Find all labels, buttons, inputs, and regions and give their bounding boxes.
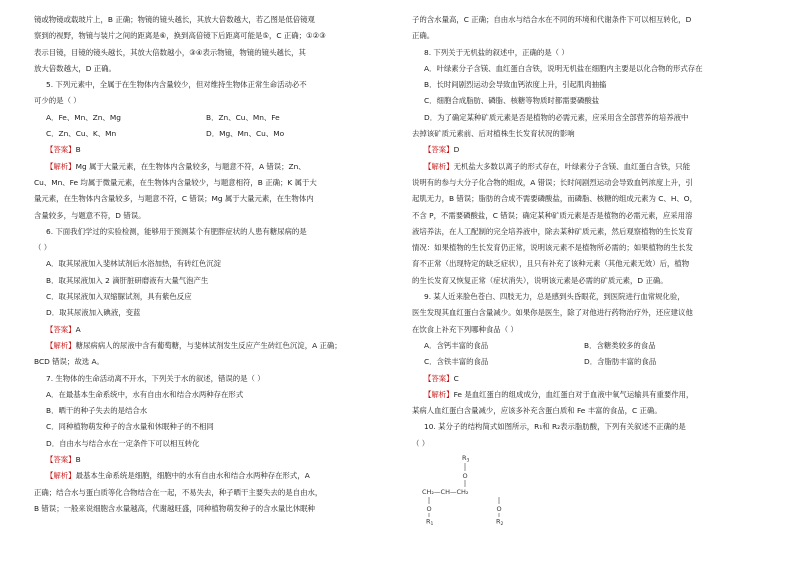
- explanation-line: 正确；结合水与蛋白质等化合物结合在一起，不易失去，种子晒干主要失去的是自由水，: [34, 487, 323, 497]
- explanation-line: 不含 P，不需要磷酸盐，C 错误；确定某种矿质元素是否是植物的必需元素，应采用溶: [412, 210, 693, 220]
- explanation-line: 起肌无力，B 错误；脂肪的合成不需要磷酸盐，而磷脂、核糖的组成元素为 C、H、O，: [412, 194, 697, 204]
- text-line: 正确。: [412, 31, 435, 41]
- option-d-cont: 去掉该矿质元素前、后对植株生长发育状况的影响: [412, 129, 575, 139]
- answer-value: B: [75, 455, 81, 465]
- question-5-stem-cont: 可少的是（ ）: [34, 96, 81, 106]
- question-9-options-row1: [412, 338, 760, 354]
- option-a: A．在最基本生命系统中，水有自由水和结合水两种存在形式: [46, 389, 244, 399]
- explanation-line: B 错误；一般来说细胞含水量越高，代谢越旺盛，同种植物萌发种子的含水量比休眠种: [34, 503, 315, 513]
- answer-value: D: [453, 145, 460, 155]
- question-9-stem: 9. 某人近来脸色苍白、四肢无力，总是感到头昏眼花，到医院进行血常规化验，: [424, 292, 685, 302]
- option-b: B．取其尿液加入 2 滴肝脏研磨液有大量气泡产生: [46, 275, 209, 285]
- text-line: 察到的视野，物镜与装片之间的距离是⑥，换到高倍镜下后距离可能是⑤，C 正确；①②③: [34, 31, 326, 41]
- option-a: A．取其尿液加入斐林试剂后水浴加热，有砖红色沉淀: [46, 259, 222, 269]
- option-d: D．Mg、Mn、Cu、Mo: [206, 129, 285, 139]
- option-c: C．Zn、Cu、K、Mn: [46, 129, 117, 139]
- option-c: C．细胞合成脂肪、磷脂、核糖等物质时都需要磷酸盐: [424, 96, 600, 106]
- option-d: D．含脂肪丰富的食品: [584, 357, 657, 367]
- explanation-line: 液培养法，在人工配制的完全培养液中，除去某种矿质元素，然后观察植物的生长发育: [412, 226, 693, 236]
- question-9-explanation: [412, 387, 760, 403]
- glycerol-chain: CH₂—CH—CH₂: [422, 488, 469, 496]
- explanation-line: 情况：如果植物的生长发育仍正常，说明该元素不是植物所必需的；如果植物的生长发: [412, 243, 693, 253]
- explanation-line: 的生长发育又恢复正常（症状消失），说明该元素是必需的矿质元素，D 正确。: [412, 275, 668, 285]
- text-line: 表示目镜，目镜的镜头越长，其放大倍数越小，③④表示物镜，物镜的镜头越长，其: [34, 47, 306, 57]
- option-b: B．含糖类较多的食品: [584, 340, 656, 350]
- explanation-tag: 【解析】: [46, 471, 76, 481]
- oxygen-label: O: [496, 505, 502, 513]
- r3-label: $R_3$: [462, 454, 470, 464]
- question-7-stem: 7. 生物体的生命活动离不开水，下列关于水的叙述，错误的是（ ）: [46, 373, 265, 383]
- answer-tag: 【答案】: [46, 145, 76, 155]
- explanation-text: Mg 属于大量元素，在生物体内含量较多，与题意不符，A 错误；Zn、: [75, 161, 306, 171]
- explanation-line: 某病人血红蛋白含量减少，应该多补充含蛋白质和 Fe 丰富的食品，C 正确。: [412, 406, 662, 416]
- explanation-line: Cu、Mn、Fe 均属于微量元素，在生物体内含量较少，与题意相符，B 正确；K 属于大: [34, 177, 317, 187]
- right-column: [412, 12, 760, 452]
- question-8-explanation: [412, 159, 760, 175]
- question-7-answer: [34, 452, 380, 468]
- option-b: B．Zn、Cu、Mn、Fe: [206, 112, 280, 122]
- explanation-text: 最基本生命系统是细胞，细胞中的水有自由水和结合水两种存在形式，A: [75, 471, 310, 481]
- question-5-options-row2: [34, 126, 380, 142]
- question-6-explanation: [34, 338, 380, 354]
- oxygen-label: O: [426, 505, 432, 513]
- explanation-line: 量元素，在生物体内含量较多，与题意不符，C 错误；Mg 属于大量元素，在生物体内: [34, 194, 314, 204]
- explanation-line: 含量较多，与题意不符，D 错误。: [34, 210, 146, 220]
- explanation-tag: 【解析】: [424, 389, 454, 399]
- r2-label: $R_2$: [496, 517, 504, 527]
- answer-value: B: [75, 145, 81, 155]
- question-8-answer: [412, 142, 760, 158]
- question-6-stem: 6. 下面我们学过的实验检测，能够用于预测某个有肥胖症状的人患有糖尿病的是: [46, 226, 307, 236]
- explanation-text: Fe 是血红蛋白的组成成分，血红蛋白对于血液中氧气运输具有重要作用，: [453, 389, 694, 399]
- explanation-line: BCD 错误；故选 A。: [34, 357, 104, 367]
- explanation-text: 糖尿病病人的尿液中含有葡萄糖，与斐林试剂发生反应产生砖红色沉淀，A 正确；: [75, 340, 342, 350]
- question-5-explanation: [34, 159, 380, 175]
- answer-value: C: [453, 373, 459, 383]
- molecule-structure-diagram: [416, 448, 516, 527]
- question-9-stem-cont: 医生发现其血红蛋白含量减少。如果你是医生，除了对他进行药物治疗外，还应建议他: [412, 308, 693, 318]
- question-6-answer: [34, 322, 380, 338]
- option-c: C．同种植物萌发种子的含水量和休眠种子的不相同: [46, 422, 214, 432]
- text-line: 放大倍数越大，D 正确。: [34, 63, 116, 73]
- question-5-options-row1: [34, 110, 380, 126]
- question-7-explanation: [34, 468, 380, 484]
- question-10-stem: 10. 某分子的结构简式如图所示，R₁和 R₂表示脂肪酸，下列有关叙述不正确的是: [424, 422, 686, 432]
- option-a: A．含钙丰富的食品: [424, 340, 489, 350]
- explanation-tag: 【解析】: [424, 161, 454, 171]
- question-6-stem-cont: （ ）: [34, 243, 52, 253]
- explanation-tag: 【解析】: [46, 161, 76, 171]
- answer-tag: 【答案】: [424, 373, 454, 383]
- explanation-line: 说明有的参与大分子化合物的组成，A 错误；长时间剧烈运动会导致血钙浓度上升，引: [412, 177, 693, 187]
- option-d: D．自由水与结合水在一定条件下可以相互转化: [46, 438, 200, 448]
- option-a: A．叶绿素分子含镁、血红蛋白含铁，说明无机盐在细胞内主要是以化合物的形式存在: [424, 63, 703, 73]
- option-d: D．取其尿液加入碘液，变蓝: [46, 308, 141, 318]
- option-b: B．晒干的种子失去的是结合水: [46, 406, 148, 416]
- r1-label: $R_1$: [426, 517, 434, 527]
- left-column: [34, 12, 380, 517]
- question-5-answer: [34, 142, 380, 158]
- answer-tag: 【答案】: [46, 455, 76, 465]
- answer-tag: 【答案】: [424, 145, 454, 155]
- explanation-line: 育不正常（出现特定的缺乏症状），且只有补充了该种元素（其他元素无效）后，植物: [412, 259, 690, 269]
- option-c: C．含铁丰富的食品: [424, 357, 489, 367]
- explanation-text: 无机盐大多数以离子的形式存在，叶绿素分子含镁、血红蛋白含铁，只能: [453, 161, 691, 171]
- question-9-options-row2: [412, 354, 760, 370]
- text-line: 子的含水量高，C 正确；自由水与结合水在不同的环境和代谢条件下可以相互转化，D: [412, 15, 692, 24]
- option-b: B．长时间剧烈运动会导致血钙浓度上升，引起肌肉抽搐: [424, 80, 607, 90]
- question-8-stem: 8. 下列关于无机盐的叙述中，正确的是（ ）: [424, 47, 569, 57]
- option-d: D．为了确定某种矿质元素是否是植物的必需元素，应采用含全部营养的培养液中: [424, 112, 689, 122]
- option-a: A．Fe、Mn、Zn、Mg: [46, 112, 121, 122]
- option-c: C．取其尿液加入双缩脲试剂，具有紫色反应: [46, 292, 192, 302]
- oxygen-label: O: [462, 472, 468, 480]
- question-9-stem-cont: 在饮食上补充下列哪种食品（ ）: [412, 324, 518, 334]
- question-5-stem: 5. 下列元素中，全属于在生物体内含量较少，但对维持生物体正常生命活动必不: [46, 80, 307, 90]
- answer-value: A: [75, 324, 81, 334]
- question-9-answer: [412, 371, 760, 387]
- explanation-tag: 【解析】: [46, 340, 76, 350]
- text-line: 镜或物镜或载玻片上，B 正确；物镜的镜头越长，其放大倍数越大，若乙图是低倍镜观: [34, 15, 315, 24]
- answer-tag: 【答案】: [46, 324, 76, 334]
- question-10-stem-cont: （ ）: [412, 438, 430, 448]
